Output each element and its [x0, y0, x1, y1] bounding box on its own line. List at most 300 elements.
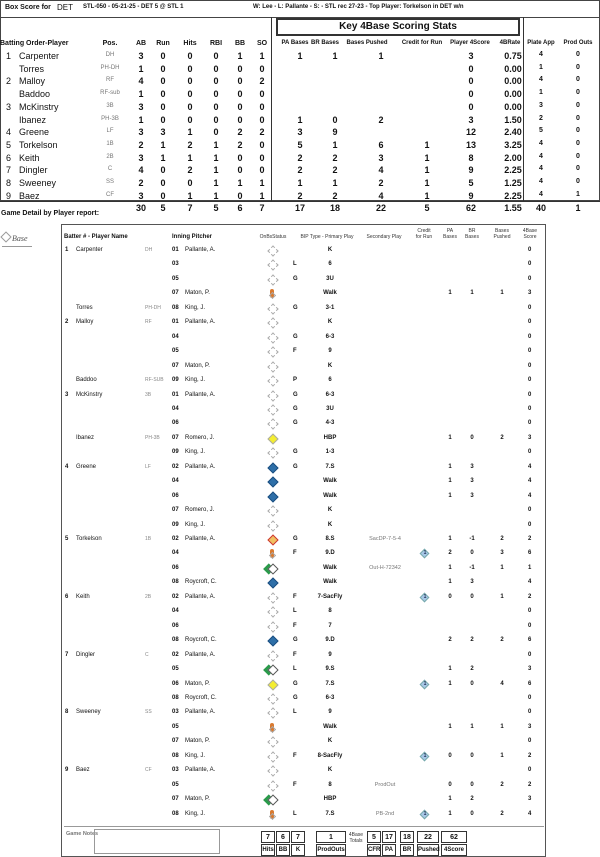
stat-so: 0 [259, 63, 265, 74]
batting-order-number: 2 [6, 76, 12, 87]
pitcher: Roycroft, C. [185, 637, 217, 644]
stat-rate: 0.00 [504, 89, 522, 100]
br-bases: -1 [469, 536, 475, 542]
br-bases: 3 [470, 579, 474, 586]
bip-type: G [293, 391, 298, 398]
player-name: Greene [19, 127, 50, 138]
col-header-so: SO [256, 40, 268, 47]
total-prodouts-label: ProdOuts [316, 844, 346, 856]
stat-hits: 0 [187, 178, 193, 188]
pitcher: Romero, J. [185, 434, 215, 441]
stat-so: 0 [259, 165, 265, 176]
primary-play: 9 [328, 651, 332, 658]
primary-play: 9 [328, 709, 332, 716]
4base-score: 3 [528, 796, 532, 803]
batter-number: 5 [65, 536, 69, 542]
player-name: Torkelson [19, 139, 58, 150]
bip-type: L [293, 608, 297, 615]
inning: 05 [172, 666, 179, 673]
batter-number: 7 [65, 651, 69, 658]
credit-for-run-value: 1 [423, 680, 427, 687]
stat-rate: 0.75 [504, 51, 522, 61]
batter-name: Sweeney [76, 709, 101, 716]
bases-pushed: 2 [500, 637, 504, 644]
primary-play: 9 [328, 348, 332, 355]
inning: 02 [172, 651, 179, 658]
stat-so: 0 [259, 152, 265, 163]
player-position: C [107, 166, 113, 173]
4base-score: 0 [528, 247, 532, 253]
inning: 04 [172, 550, 179, 557]
stat-cfr: 1 [424, 190, 430, 201]
bases-pushed: 4 [500, 680, 504, 687]
stat-run: 0 [160, 114, 166, 125]
4base-score: 0 [528, 261, 532, 268]
stat-run: 0 [160, 101, 166, 112]
batter-position: RF-SUB [145, 377, 164, 384]
player-name: Torres [19, 63, 45, 74]
4base-score: 0 [528, 405, 532, 412]
pitcher: Maton, P. [185, 362, 210, 369]
credit-for-run-value: 1 [423, 810, 427, 817]
pa-bases: 1 [448, 536, 452, 542]
4base-score: 0 [528, 622, 532, 629]
pa-bases: 1 [448, 796, 452, 803]
bip-type: P [293, 377, 298, 384]
inning: 01 [172, 247, 179, 253]
primary-play: K [327, 507, 333, 514]
pa-bases: 1 [448, 463, 452, 470]
player-name: Keith [19, 152, 40, 163]
stat-run: 0 [160, 178, 166, 188]
inning: 07 [172, 738, 179, 745]
stat-rbi: 1 [213, 152, 219, 163]
player-position: PH-3B [101, 115, 119, 122]
pa-bases: 1 [448, 810, 452, 817]
primary-play: K [327, 362, 333, 369]
col-header-order: Batting Order-Player [0, 40, 69, 47]
stat-pa: 2 [297, 152, 303, 163]
stat-ab: 2 [138, 178, 144, 188]
col-header-pushed: Bases Pushed [493, 228, 511, 240]
primary-play: K [327, 767, 333, 774]
stat-cfr: 1 [424, 152, 430, 163]
primary-play: K [327, 738, 333, 745]
inning: 07 [172, 434, 179, 441]
bip-type: L [293, 810, 297, 817]
stat-score: 9 [468, 190, 474, 201]
stat-plate: 1 [539, 89, 543, 97]
stat-rate: 2.00 [504, 152, 522, 163]
stat-score: 9 [468, 165, 474, 176]
4base-score: 0 [528, 651, 532, 658]
stat-ab: 1 [138, 114, 144, 125]
primary-play: K [327, 319, 333, 326]
pa-bases: 1 [448, 478, 452, 485]
bip-type: G [293, 275, 298, 282]
bases-pushed: 1 [500, 564, 504, 571]
col-header-cfr: Credit for Run [401, 40, 443, 46]
primary-play: Walk [323, 290, 337, 297]
secondary-play: PB-2nd [375, 810, 395, 817]
bases-pushed: 2 [500, 781, 504, 788]
col-header-br: BR Bases [465, 228, 479, 240]
col-header-run: Run [156, 40, 170, 47]
pitcher: Pallante, A. [185, 463, 216, 470]
header-team: DET [57, 3, 73, 12]
stat-rbi: 0 [213, 76, 219, 87]
bases-pushed: 1 [500, 290, 504, 297]
pitcher: Romero, J. [185, 507, 215, 514]
bip-type: L [293, 261, 297, 268]
batter-number: 3 [65, 391, 69, 398]
total-plate: 40 [535, 203, 547, 213]
stat-pa: 1 [297, 178, 303, 188]
col-header-pa: PA Bases [281, 40, 309, 46]
inning: 04 [172, 333, 179, 340]
col-header-rbi: RBI [209, 40, 223, 47]
stat-prod: 0 [576, 127, 580, 135]
4base-score: 6 [528, 550, 532, 557]
pa-bases: 1 [448, 290, 452, 297]
bip-type: G [293, 680, 298, 687]
stat-run: 0 [160, 51, 166, 61]
stat-rate: 0.00 [504, 101, 522, 112]
primary-play: 6-3 [325, 694, 335, 701]
stat-cfr: 1 [424, 178, 430, 188]
stat-rbi: 0 [213, 63, 219, 74]
stat-hits: 0 [187, 114, 193, 125]
primary-play: 4-3 [325, 420, 335, 427]
stat-bb: 0 [237, 165, 243, 176]
stat-rate: 2.40 [504, 127, 522, 138]
player-name: McKinstry [19, 101, 59, 112]
primary-play: 8.S [325, 536, 335, 542]
pa-bases: 2 [448, 550, 452, 557]
bip-type: F [293, 781, 297, 788]
batter-position: PH-DH [145, 304, 161, 311]
pitcher: King, J. [185, 521, 206, 528]
stat-ab: 1 [138, 89, 144, 100]
inning: 03 [172, 709, 179, 716]
4base-score: 0 [528, 608, 532, 615]
4base-score: 6 [528, 680, 532, 687]
bases-pushed: 2 [500, 434, 504, 441]
player-position: 3B [106, 102, 114, 109]
game-notes-label: Game Notes [66, 831, 99, 837]
primary-play: Walk [323, 723, 337, 730]
stat-run: 0 [160, 76, 166, 87]
col-header-bip: BIP Type - Primary Play [300, 234, 354, 240]
4base-score: 4 [528, 810, 532, 817]
batting-order-number: 3 [6, 101, 12, 112]
total-hits: 7 [187, 203, 193, 213]
report-header [0, 0, 600, 18]
primary-play: Walk [323, 492, 337, 499]
stat-hits: 2 [187, 165, 193, 176]
col-header-score: 4Base Score [522, 228, 538, 240]
stat-rbi: 1 [213, 178, 219, 188]
stat-run: 0 [160, 89, 166, 100]
br-bases: 0 [470, 752, 474, 759]
4base-score: 0 [528, 304, 532, 311]
primary-play: 6-3 [325, 333, 335, 340]
stat-prod: 0 [576, 178, 580, 185]
stat-plate: 5 [539, 127, 543, 135]
stat-pa: 1 [297, 51, 303, 61]
4base-score: 0 [528, 521, 532, 528]
stat-br: 1 [332, 178, 338, 188]
br-bases: -1 [469, 564, 475, 571]
stat-score: 0 [468, 89, 474, 100]
stat-prod: 0 [576, 139, 580, 147]
stat-score: 0 [468, 101, 474, 112]
inning: 05 [172, 348, 179, 355]
br-bases: 0 [470, 781, 474, 788]
batter-position: LF [145, 463, 151, 470]
stat-br: 2 [332, 152, 338, 163]
pitcher: Pallante, A. [185, 709, 216, 716]
stat-run: 1 [160, 152, 166, 163]
4base-totals-label: 4Base Totals [348, 832, 364, 844]
player-position: LF [106, 128, 114, 135]
batter-position: 3B [145, 391, 152, 398]
col-header-cfr: Credit for Run [415, 228, 433, 240]
batter-position: RF [145, 319, 152, 326]
stat-br: 2 [332, 190, 338, 201]
batter-position: 1B [145, 536, 152, 542]
batter-number: 1 [65, 247, 69, 253]
col-header-onbase: OnBsStatus [259, 234, 287, 240]
pitcher: Maton, P. [185, 680, 210, 687]
pitcher: King, J. [185, 810, 206, 817]
primary-play: 3-1 [325, 304, 335, 311]
batter-name: Torkelson [76, 536, 102, 542]
batter-position: C [145, 651, 149, 658]
inning: 04 [172, 405, 179, 412]
col-header-plate: Plate App [527, 40, 555, 46]
stat-cfr: 1 [424, 165, 430, 176]
col-header-pushed: Bases Pushed [346, 40, 388, 46]
stat-prod: 0 [576, 51, 580, 58]
secondary-play: SacDP-7-5-4 [369, 536, 401, 542]
4base-score: 3 [528, 434, 532, 441]
stat-ab: 3 [138, 127, 144, 138]
pa-bases: 1 [448, 680, 452, 687]
primary-play: 8 [328, 608, 332, 615]
batter-number: 2 [65, 319, 69, 326]
primary-play: 9.D [325, 637, 335, 644]
stat-prod: 0 [576, 114, 580, 122]
stat-rbi: 0 [213, 127, 219, 138]
pa-bases: 1 [448, 723, 452, 730]
inning: 07 [172, 362, 179, 369]
batter-name: Carpenter [76, 247, 103, 253]
pa-bases: 1 [448, 666, 452, 673]
bip-type: F [293, 348, 297, 355]
stat-bb: 0 [237, 101, 243, 112]
pitcher: Roycroft, C. [185, 579, 217, 586]
total-pushed-label: Pushed [417, 844, 439, 856]
stat-rate: 1.25 [504, 178, 522, 188]
inning: 08 [172, 637, 179, 644]
footer-divider [64, 826, 544, 827]
col-header-secondary: Secondary Play [366, 234, 402, 240]
bip-type: F [293, 550, 297, 557]
stat-rbi: 1 [213, 190, 219, 201]
stat-pa: 2 [297, 165, 303, 176]
stat-run: 0 [160, 165, 166, 176]
inning: 06 [172, 420, 179, 427]
4base-score: 0 [528, 333, 532, 340]
col-header-prod: Prod Outs [563, 40, 593, 46]
total-4score-value: 62 [441, 831, 467, 843]
inning: 04 [172, 608, 179, 615]
stat-rate: 1.50 [504, 114, 522, 125]
totals-divider [0, 201, 600, 202]
stat-rbi: 0 [213, 101, 219, 112]
inning: 08 [172, 304, 179, 311]
inning: 04 [172, 478, 179, 485]
player-position: CF [106, 191, 114, 198]
br-bases: 1 [470, 723, 474, 730]
primary-play: 3U [326, 275, 334, 282]
game-notes-input[interactable] [94, 829, 220, 854]
4base-score: 2 [528, 752, 532, 759]
inning: 08 [172, 694, 179, 701]
stat-cfr: 1 [424, 139, 430, 150]
stat-so: 1 [259, 190, 265, 201]
primary-play: 3U [326, 405, 334, 412]
player-name: Malloy [19, 76, 46, 87]
4base-score: 0 [528, 767, 532, 774]
batter-position: CF [145, 767, 152, 774]
total-pushed: 22 [375, 203, 387, 213]
player-name: Sweeney [19, 178, 57, 188]
total-run: 5 [160, 203, 166, 213]
stat-bb: 0 [237, 114, 243, 125]
inning: 02 [172, 593, 179, 600]
4base-score: 0 [528, 694, 532, 701]
bip-type: G [293, 694, 298, 701]
batter-position: DH [145, 247, 153, 253]
header-result: W: Lee - L: Pallante - S: - STL rec 27-23 - Top Player: Torkelson in DET w/n [253, 4, 464, 10]
stat-bb: 2 [237, 127, 243, 138]
primary-play: HBP [323, 796, 337, 803]
4base-score: 0 [528, 391, 532, 398]
stat-pa: 1 [297, 114, 303, 125]
player-position: RF-sub [100, 90, 120, 97]
bases-pushed: 1 [500, 723, 504, 730]
col-header-score: Player 4Score [450, 40, 490, 46]
total-pa-value: 17 [382, 831, 396, 843]
stat-hits: 0 [187, 101, 193, 112]
primary-play: K [327, 247, 333, 253]
stat-bb: 0 [237, 152, 243, 163]
stat-plate: 4 [539, 152, 543, 160]
stat-plate: 4 [539, 178, 543, 185]
total-cfr-label: CFR [367, 844, 381, 856]
detail-title: Game Detail by Player report: [1, 210, 100, 217]
stat-so: 1 [259, 51, 265, 61]
stat-rbi: 0 [213, 114, 219, 125]
primary-play: 7-SacFly [317, 593, 343, 600]
br-bases: 2 [470, 666, 474, 673]
stat-prod: 0 [576, 63, 580, 71]
primary-play: Walk [323, 579, 337, 586]
inning: 07 [172, 796, 179, 803]
stat-so: 0 [259, 139, 265, 150]
stat-score: 0 [468, 63, 474, 74]
batting-order-number: 4 [6, 127, 12, 138]
stat-score: 3 [468, 51, 474, 61]
inning: 08 [172, 810, 179, 817]
stat-ab: 1 [138, 63, 144, 74]
stat-prod: 0 [576, 101, 580, 109]
batting-order-number: 9 [6, 190, 12, 201]
primary-play: 6 [328, 261, 332, 268]
col-header-inning: Inning Pitcher [172, 234, 213, 240]
player-position: 1B [106, 140, 114, 147]
bip-type: G [293, 637, 298, 644]
credit-for-run-value: 1 [423, 593, 427, 600]
batting-order-number: 8 [6, 178, 12, 188]
stat-hits: 0 [187, 89, 193, 100]
4base-score: 4 [528, 579, 532, 586]
4base-score: 3 [528, 666, 532, 673]
inning: 02 [172, 536, 179, 542]
stat-pushed: 1 [378, 51, 384, 61]
stat-so: 2 [259, 127, 265, 138]
stat-plate: 4 [539, 51, 543, 58]
col-header-hits: Hits [183, 40, 197, 47]
pitcher: Pallante, A. [185, 767, 216, 774]
bip-type: G [293, 420, 298, 427]
player-position: SS [105, 179, 115, 185]
pitcher: Pallante, A. [185, 536, 216, 542]
player-name: Dingler [19, 165, 48, 176]
batter-name: Malloy [76, 319, 94, 326]
pitcher: Pallante, A. [185, 247, 216, 253]
batter-name: Greene [76, 463, 97, 470]
pitcher: Maton, P. [185, 796, 210, 803]
inning: 06 [172, 564, 179, 571]
batter-position: SS [145, 709, 152, 716]
primary-play: Walk [323, 564, 337, 571]
stat-plate: 4 [539, 76, 543, 84]
stat-run: 0 [160, 63, 166, 74]
4base-score: 0 [528, 738, 532, 745]
inning: 08 [172, 579, 179, 586]
bip-type: F [293, 593, 297, 600]
stat-run: 3 [160, 127, 166, 138]
4base-score: 0 [528, 377, 532, 384]
total-bb-value: 6 [276, 831, 290, 843]
batter-position: PH-3B [145, 434, 160, 441]
stat-plate: 3 [539, 101, 543, 109]
inning: 06 [172, 492, 179, 499]
stat-pushed: 4 [378, 190, 384, 201]
stat-pa: 3 [297, 127, 303, 138]
br-bases: 3 [470, 463, 474, 470]
stat-rbi: 0 [213, 51, 219, 61]
stat-bb: 1 [237, 178, 243, 188]
inning: 03 [172, 261, 179, 268]
4base-score: 0 [528, 348, 532, 355]
stat-br: 9 [332, 127, 338, 138]
total-pa: 17 [294, 203, 306, 213]
stat-prod: 0 [576, 152, 580, 160]
